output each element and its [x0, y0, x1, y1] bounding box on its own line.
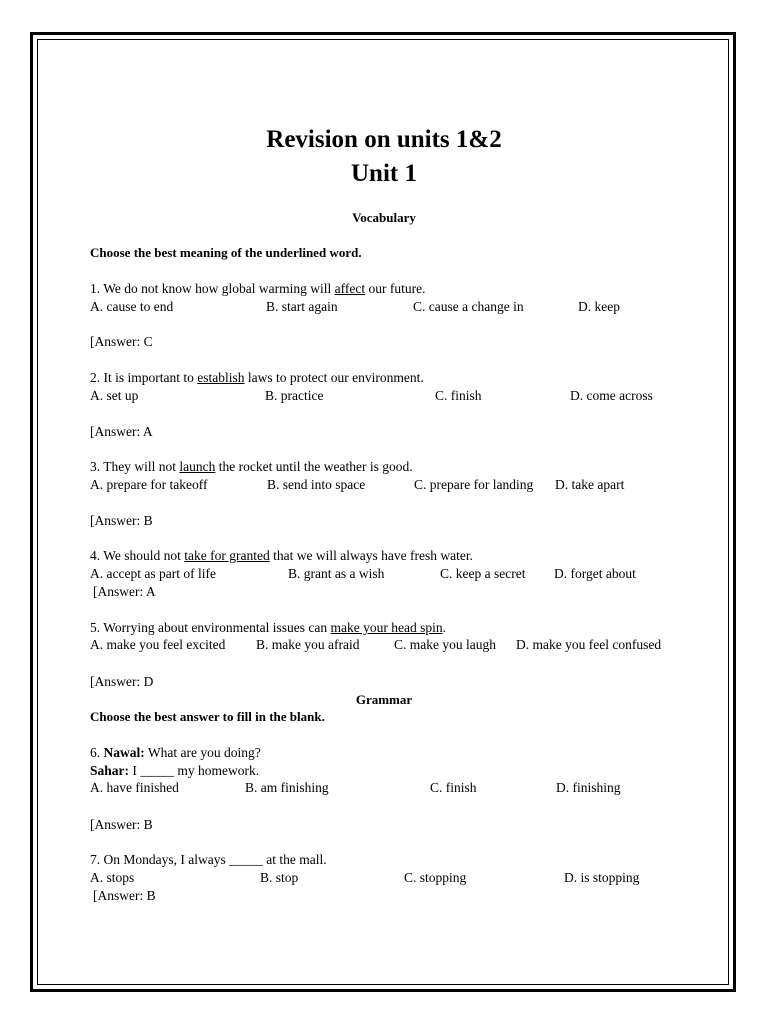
option-c: C. stopping [404, 870, 467, 885]
question-7: 7. On Mondays, I always _____ at the mall. [90, 852, 327, 867]
underlined-word: take for granted [184, 548, 270, 563]
option-b: B. am finishing [245, 780, 329, 795]
grammar-heading: Grammar [355, 692, 413, 707]
option-d: D. come across [570, 388, 653, 403]
option-c: C. prepare for landing [414, 477, 534, 492]
option-d: D. finishing [556, 780, 621, 795]
question-text: . [442, 620, 446, 635]
unit-heading: Unit 1 [351, 160, 417, 187]
answer-7: [Answer: B [93, 888, 156, 903]
option-b: B. send into space [267, 477, 366, 492]
question-text: laws to protect our environment. [244, 370, 424, 385]
option-c: C. finish [435, 388, 482, 403]
question-text: our future. [365, 281, 426, 296]
option-d: D. is stopping [564, 870, 640, 885]
answer-1: [Answer: C [90, 334, 153, 349]
underlined-word: launch [179, 459, 216, 474]
question-text: 3. They will not [90, 459, 180, 474]
document-title: Revision on units 1&2 [266, 126, 502, 153]
option-d: D. make you feel confused [516, 637, 662, 652]
question-4 [90, 548, 473, 564]
option-a: A. prepare for takeoff [90, 477, 208, 492]
question-text: 1. We do not know how global warming will [90, 281, 335, 296]
option-c: C. cause a change in [413, 299, 524, 314]
question-6-line-2 [90, 763, 259, 779]
question-text: the rocket until the weather is good. [215, 459, 413, 474]
answer-5: [Answer: D [90, 674, 154, 689]
question-6-line-1 [90, 745, 261, 761]
option-c: C. make you laugh [394, 637, 496, 652]
option-a: A. have finished [90, 780, 179, 795]
option-b: B. grant as a wish [288, 566, 385, 581]
underlined-word: affect [334, 281, 366, 296]
option-c: C. finish [430, 780, 477, 795]
grammar-instruction: Choose the best answer to fill in the blank. [90, 709, 325, 724]
option-a: A. accept as part of life [90, 566, 216, 581]
question-2 [90, 370, 424, 386]
question-number: 6. [90, 745, 104, 760]
underlined-word: make your head spin [330, 620, 443, 635]
option-d: D. keep [578, 299, 620, 314]
option-b: B. practice [265, 388, 324, 403]
answer-4: [Answer: A [93, 584, 156, 599]
dialogue-text: I _____ my homework. [129, 763, 260, 778]
option-b: B. make you afraid [256, 637, 360, 652]
vocabulary-heading: Vocabulary [352, 210, 416, 225]
question-text: 4. We should not [90, 548, 185, 563]
option-d: D. forget about [554, 566, 636, 581]
underlined-word: establish [197, 370, 245, 385]
speaker-name: Nawal: [103, 745, 145, 760]
dialogue-text: What are you doing? [144, 745, 261, 760]
question-1 [90, 281, 426, 297]
speaker-name: Sahar: [90, 763, 130, 778]
option-d: D. take apart [555, 477, 625, 492]
option-a: A. set up [90, 388, 139, 403]
answer-3: [Answer: B [90, 513, 153, 528]
vocabulary-instruction: Choose the best meaning of the underlined word. [90, 245, 362, 260]
answer-6: [Answer: B [90, 817, 153, 832]
option-c: C. keep a secret [440, 566, 526, 581]
option-b: B. start again [266, 299, 338, 314]
option-a: A. cause to end [90, 299, 174, 314]
option-a: A. make you feel excited [90, 637, 226, 652]
answer-2: [Answer: A [90, 424, 153, 439]
question-text: 2. It is important to [90, 370, 198, 385]
question-3 [90, 459, 413, 475]
option-b: B. stop [260, 870, 299, 885]
question-text: 5. Worrying about environmental issues can [90, 620, 331, 635]
question-5 [90, 620, 446, 636]
question-text: that we will always have fresh water. [269, 548, 473, 563]
option-a: A. stops [90, 870, 135, 885]
